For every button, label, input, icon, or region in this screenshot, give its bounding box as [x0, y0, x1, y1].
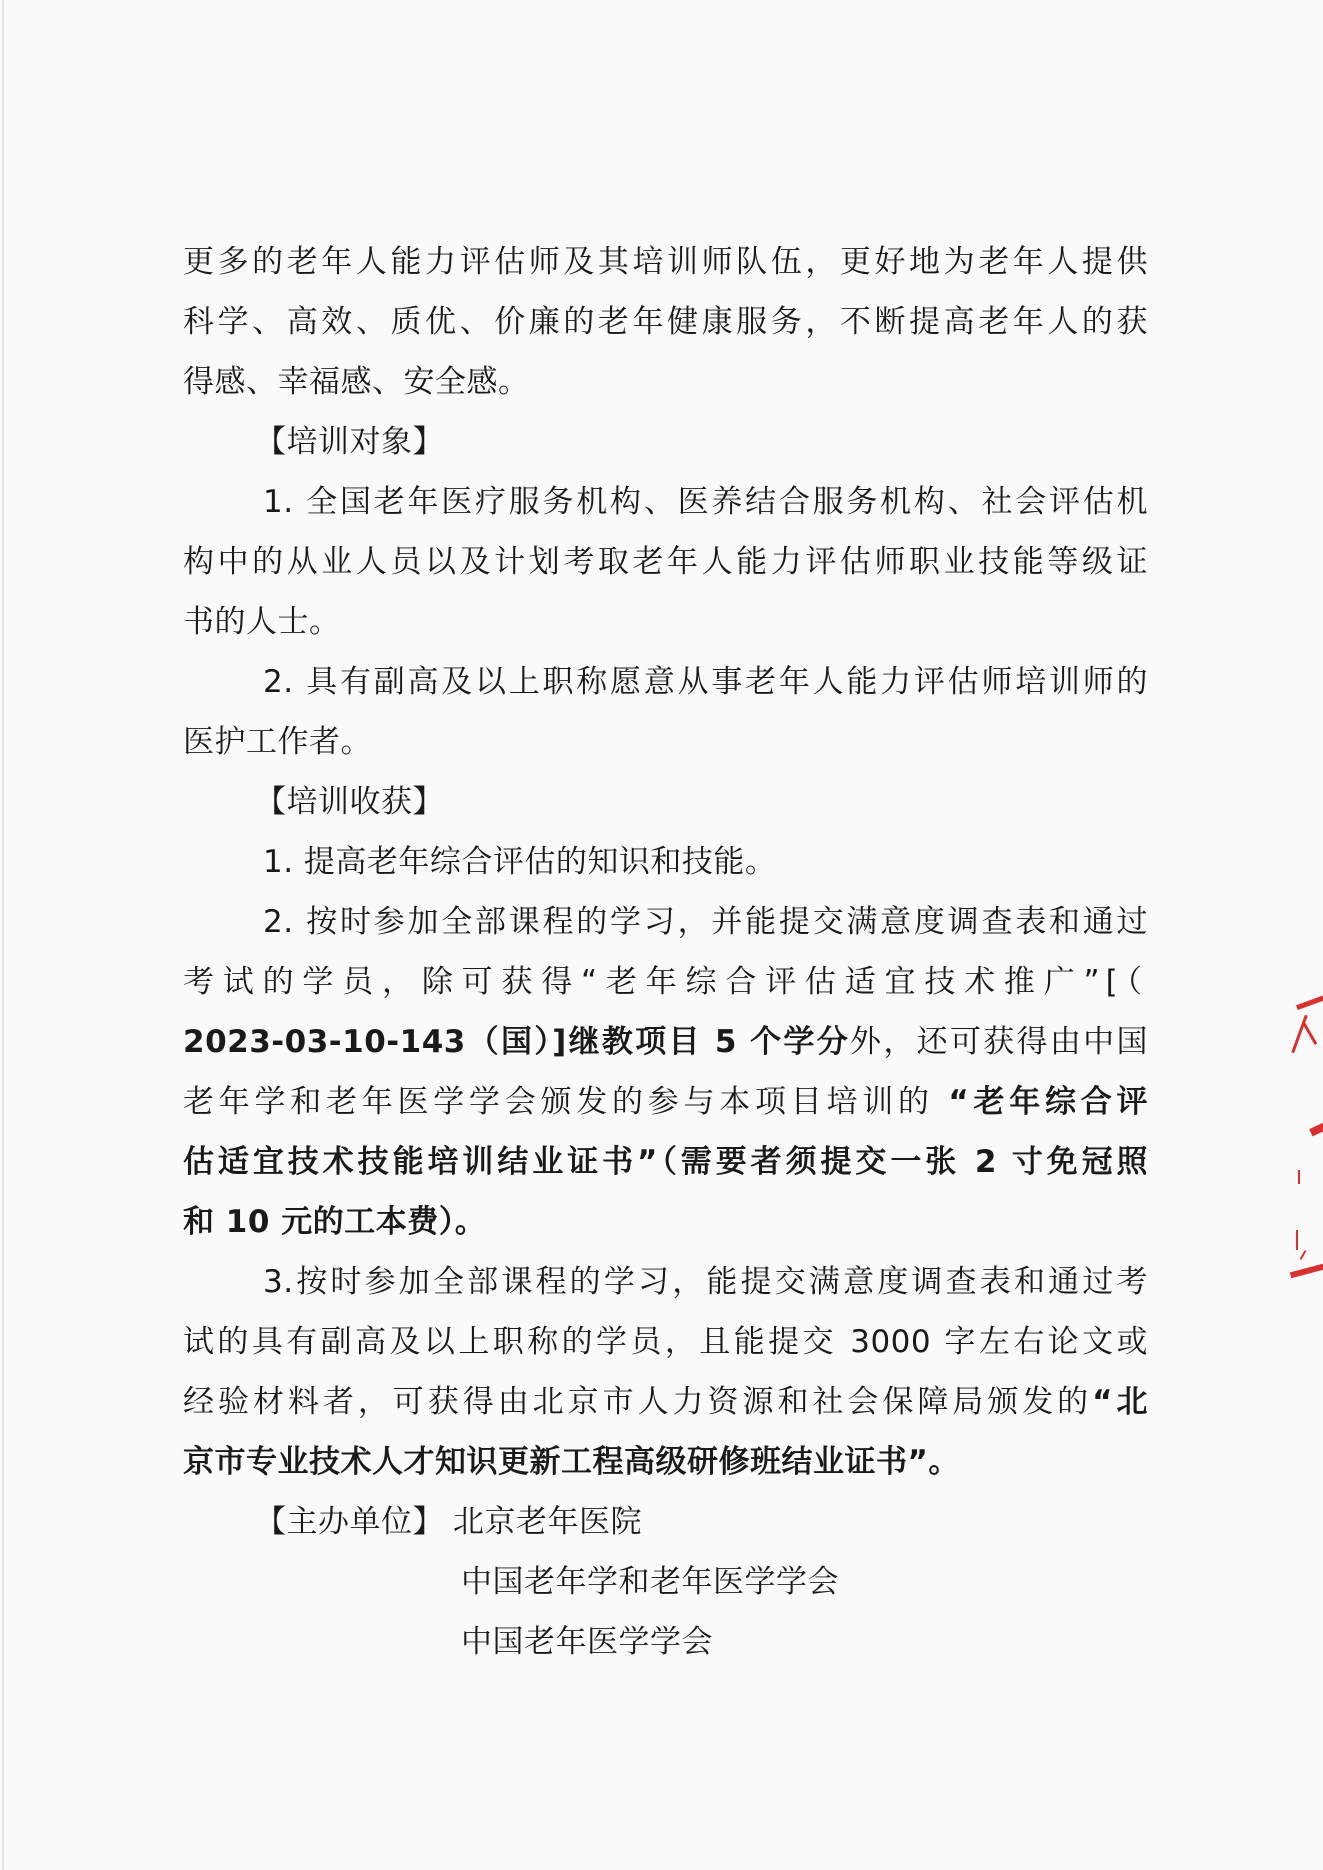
text-line — [183, 1012, 1148, 1072]
text-line: 1. 提高老年综合评估的知识和技能。 — [263, 844, 777, 880]
document-body — [183, 232, 1148, 1672]
text-line: 医护工作者。 — [183, 724, 372, 760]
intro-paragraph — [183, 232, 1148, 412]
text-line: 构中的从业人员以及计划考取老年人能力评估师职业技能等级证 — [183, 544, 1148, 580]
bold-text: “北 — [1092, 1384, 1148, 1420]
text-line — [183, 1072, 1148, 1132]
bold-text: “老年综合评 — [948, 1084, 1149, 1120]
text-line — [183, 1372, 1148, 1432]
section-training-gain — [183, 772, 1148, 1492]
text-fragment: 老年学和老年医学学会颁发的参与本项目培训的 — [183, 1084, 949, 1120]
section-heading: 【培训收获】 — [255, 784, 444, 820]
text-line: 2. 具有副高及以上职称愿意从事老年人能力评估师培训师的 — [263, 664, 1148, 700]
text-line: 2. 按时参加全部课程的学习，并能提交满意度调查表和通过 — [263, 904, 1148, 940]
text-line: 书的人士。 — [183, 604, 341, 640]
text-line: 更多的老年人能力评估师及其培训师队伍，更好地为老年人提供 — [183, 244, 1148, 280]
section-training-target — [183, 412, 1148, 772]
text-line: 和 10 元的工本费）。 — [183, 1204, 487, 1240]
red-seal-stamp-fragment — [1290, 1000, 1323, 1290]
text-line: 试的具有副高及以上职称的学员，且能提交 3000 字左右论文或 — [183, 1324, 1148, 1360]
text-line: 京市专业技术人才知识更新工程高级研修班结业证书”。 — [183, 1444, 960, 1480]
text-line: 1. 全国老年医疗服务机构、医养结合服务机构、社会评估机 — [263, 484, 1148, 520]
text-line: 科学、高效、质优、价廉的老年健康服务，不断提高老年人的获 — [183, 304, 1148, 340]
text-line: 考试的学员，除可获得“老年综合评估适宜技术推广”[（ — [183, 964, 1148, 1000]
sponsor-organization: 北京老年医院 — [453, 1504, 642, 1540]
text-fragment: 外，还可获得由中国 — [850, 1024, 1148, 1060]
sponsor-organization: 中国老年医学学会 — [461, 1624, 713, 1660]
section-heading: 【主办单位】 — [255, 1504, 444, 1540]
bold-text: 2023-03-10-143（国）]继教项目 5 个学分 — [183, 1024, 851, 1060]
text-fragment: 经验材料者，可获得由北京市人力资源和社会保障局颁发的 — [183, 1384, 1093, 1420]
text-line: 估适宜技术技能培训结业证书”（需要者须提交一张 2 寸免冠照 — [183, 1144, 1148, 1180]
page-edge — [2, 0, 4, 1870]
text-line: 得感、幸福感、安全感。 — [183, 364, 530, 400]
section-heading: 【培训对象】 — [255, 424, 444, 460]
sponsor-row — [183, 1492, 1148, 1552]
section-sponsors — [183, 1492, 1148, 1672]
text-line: 3.按时参加全部课程的学习，能提交满意度调查表和通过考 — [263, 1264, 1148, 1300]
sponsor-organization: 中国老年学和老年医学学会 — [461, 1564, 839, 1600]
